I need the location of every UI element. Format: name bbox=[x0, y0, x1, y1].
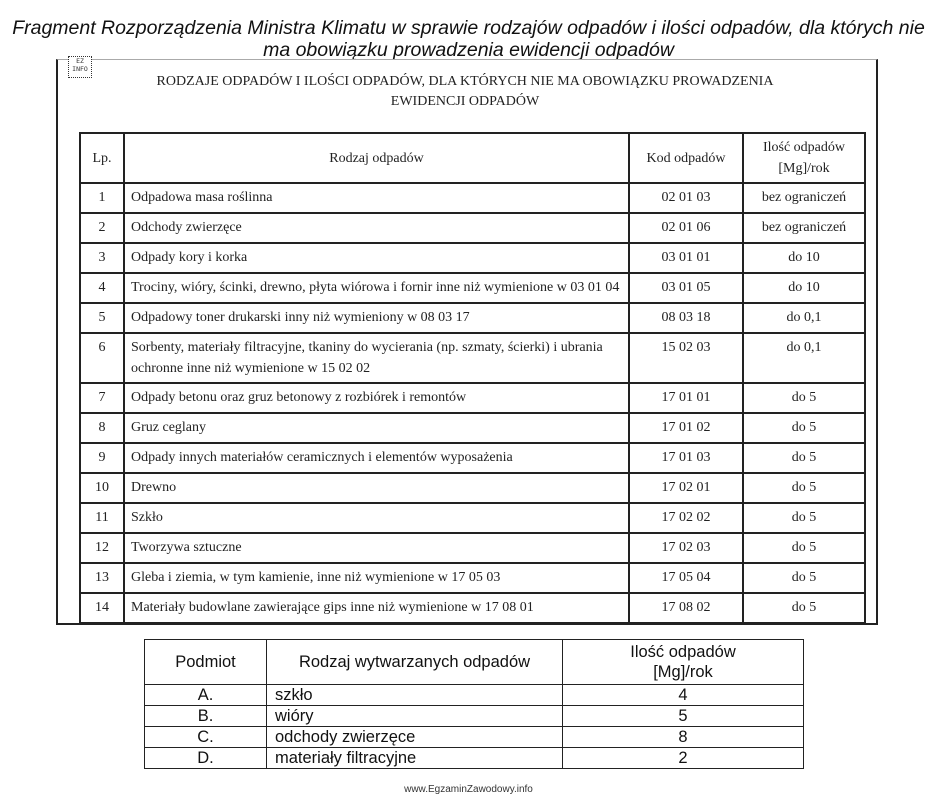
cell-lp: 6 bbox=[80, 333, 124, 383]
table-row bbox=[80, 503, 865, 533]
cell-lp: 2 bbox=[80, 213, 124, 243]
answers-table bbox=[144, 639, 804, 769]
cell-qty: do 5 bbox=[743, 413, 865, 443]
cell-kind: odchody zwierzęce bbox=[267, 727, 563, 748]
table-row bbox=[80, 563, 865, 593]
cell-lp: 13 bbox=[80, 563, 124, 593]
cell-qty: do 5 bbox=[743, 443, 865, 473]
cell-lp: 7 bbox=[80, 383, 124, 413]
cell-qty: do 5 bbox=[743, 503, 865, 533]
cell-name: Trociny, wióry, ścinki, drewno, płyta wiórowa i fornir inne niż wymienione w 03 01 04 bbox=[124, 273, 629, 303]
cell-name: Gleba i ziemia, w tym kamienie, inne niż wymienione w 17 05 03 bbox=[124, 563, 629, 593]
answer-row-d bbox=[145, 748, 804, 769]
table-row bbox=[80, 383, 865, 413]
column-header-name: Rodzaj odpadów bbox=[124, 133, 629, 183]
answer-row-a bbox=[145, 685, 804, 706]
cell-kind: szkło bbox=[267, 685, 563, 706]
cell-qty: do 5 bbox=[743, 533, 865, 563]
cell-code: 03 01 01 bbox=[629, 243, 743, 273]
stamp-line-1: EZ bbox=[76, 57, 84, 65]
cell-entity: D. bbox=[145, 748, 267, 769]
cell-entity: C. bbox=[145, 727, 267, 748]
column-header-qty bbox=[743, 133, 865, 183]
cell-code: 17 02 01 bbox=[629, 473, 743, 503]
cell-kind: wióry bbox=[267, 706, 563, 727]
cell-qty: do 5 bbox=[743, 473, 865, 503]
cell-code: 17 01 03 bbox=[629, 443, 743, 473]
cell-qty: bez ograniczeń bbox=[743, 213, 865, 243]
cell-code: 02 01 06 bbox=[629, 213, 743, 243]
cell-code: 17 05 04 bbox=[629, 563, 743, 593]
cell-name: Tworzywa sztuczne bbox=[124, 533, 629, 563]
column-header-amount bbox=[563, 640, 804, 685]
cell-name: Gruz ceglany bbox=[124, 413, 629, 443]
cell-code: 17 08 02 bbox=[629, 593, 743, 623]
cell-code: 03 01 05 bbox=[629, 273, 743, 303]
table-row bbox=[80, 213, 865, 243]
amount-header-line-1: Ilość odpadów bbox=[630, 643, 736, 661]
cell-code: 15 02 03 bbox=[629, 333, 743, 383]
cell-code: 17 02 02 bbox=[629, 503, 743, 533]
cell-code: 02 01 03 bbox=[629, 183, 743, 213]
regulation-heading bbox=[60, 72, 870, 112]
cell-name: Materiały budowlane zawierające gips inne niż wymienione w 17 08 01 bbox=[124, 593, 629, 623]
title-line-2: ma obowiązku prowadzenia ewidencji odpadów bbox=[263, 39, 674, 61]
answer-row-c bbox=[145, 727, 804, 748]
document-title bbox=[0, 17, 937, 61]
cell-lp: 1 bbox=[80, 183, 124, 213]
cell-lp: 10 bbox=[80, 473, 124, 503]
column-header-entity: Podmiot bbox=[145, 640, 267, 685]
regulation-table bbox=[79, 132, 866, 624]
watermark: www.EgzaminZawodowy.info bbox=[404, 784, 533, 795]
table-row bbox=[80, 413, 865, 443]
cell-code: 08 03 18 bbox=[629, 303, 743, 333]
table-row bbox=[80, 443, 865, 473]
cell-name: Odpadowy toner drukarski inny niż wymieniony w 08 03 17 bbox=[124, 303, 629, 333]
cell-amount: 2 bbox=[563, 748, 804, 769]
cell-name: Odpady betonu oraz gruz betonowy z rozbiórek i remontów bbox=[124, 383, 629, 413]
cell-code: 17 01 02 bbox=[629, 413, 743, 443]
answers-table-header bbox=[145, 640, 804, 685]
qty-header-line-2: [Mg]/rok bbox=[778, 161, 830, 176]
cell-qty: do 10 bbox=[743, 243, 865, 273]
stamp-line-2: INFO bbox=[72, 65, 88, 73]
cell-qty: do 0,1 bbox=[743, 303, 865, 333]
amount-header-line-2: [Mg]/rok bbox=[653, 663, 713, 681]
cell-lp: 4 bbox=[80, 273, 124, 303]
regulation-heading-line-1: RODZAJE ODPADÓW I ILOŚCI ODPADÓW, DLA KTÓRYCH NIE MA OBOWIĄZKU PROWADZENIA bbox=[156, 74, 774, 89]
table-row bbox=[80, 533, 865, 563]
cell-qty: bez ograniczeń bbox=[743, 183, 865, 213]
cell-name: Odpady innych materiałów ceramicznych i elementów wyposażenia bbox=[124, 443, 629, 473]
cell-qty: do 10 bbox=[743, 273, 865, 303]
cell-amount: 8 bbox=[563, 727, 804, 748]
cell-lp: 8 bbox=[80, 413, 124, 443]
cell-qty: do 5 bbox=[743, 593, 865, 623]
cell-code: 17 01 01 bbox=[629, 383, 743, 413]
cell-name: Drewno bbox=[124, 473, 629, 503]
cell-qty: do 0,1 bbox=[743, 333, 865, 383]
cell-lp: 14 bbox=[80, 593, 124, 623]
cell-lp: 12 bbox=[80, 533, 124, 563]
cell-name: Odchody zwierzęce bbox=[124, 213, 629, 243]
regulation-table-header bbox=[80, 133, 865, 183]
regulation-heading-line-2: EWIDENCJI ODPADÓW bbox=[390, 94, 540, 109]
table-row bbox=[80, 593, 865, 623]
table-row bbox=[80, 243, 865, 273]
cell-name: Szkło bbox=[124, 503, 629, 533]
cell-lp: 5 bbox=[80, 303, 124, 333]
cell-lp: 11 bbox=[80, 503, 124, 533]
cell-code: 17 02 03 bbox=[629, 533, 743, 563]
cell-lp: 3 bbox=[80, 243, 124, 273]
answer-row-b bbox=[145, 706, 804, 727]
title-line-1: Fragment Rozporządzenia Ministra Klimatu w sprawie rodzajów odpadów i ilości odpadów, dla których nie bbox=[12, 17, 925, 39]
cell-name: Odpady kory i korka bbox=[124, 243, 629, 273]
qty-header-line-1: Ilość odpadów bbox=[762, 140, 846, 155]
column-header-kind: Rodzaj wytwarzanych odpadów bbox=[267, 640, 563, 685]
table-row bbox=[80, 473, 865, 503]
cell-lp: 9 bbox=[80, 443, 124, 473]
cell-kind: materiały filtracyjne bbox=[267, 748, 563, 769]
cell-amount: 5 bbox=[563, 706, 804, 727]
cell-name: Sorbenty, materiały filtracyjne, tkaniny do wycierania (np. szmaty, ścierki) i ubrania ochronne inne niż wymienione w 15 02 02 bbox=[124, 333, 629, 383]
cell-name: Odpadowa masa roślinna bbox=[124, 183, 629, 213]
table-row bbox=[80, 273, 865, 303]
table-row bbox=[80, 333, 865, 383]
cell-qty: do 5 bbox=[743, 383, 865, 413]
table-row bbox=[80, 303, 865, 333]
cell-qty: do 5 bbox=[743, 563, 865, 593]
cell-amount: 4 bbox=[563, 685, 804, 706]
column-header-code: Kod odpadów bbox=[629, 133, 743, 183]
column-header-lp: Lp. bbox=[80, 133, 124, 183]
table-row bbox=[80, 183, 865, 213]
cell-entity: A. bbox=[145, 685, 267, 706]
cell-entity: B. bbox=[145, 706, 267, 727]
